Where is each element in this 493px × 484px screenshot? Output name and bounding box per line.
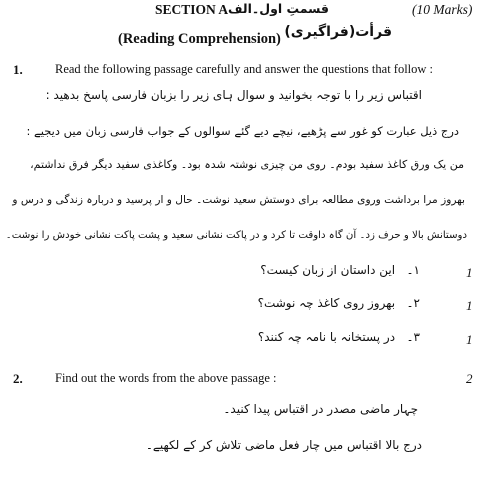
- question-1-number: 1.: [13, 62, 23, 77]
- passage-line-2: بھروز مرا برداشت وروی مطالعہ برای دوستش سعید نوشت۔ حال و ار پرسید و دربارہ زندگی و درس و: [12, 194, 465, 206]
- subquestion-3-text: در پستخانہ با نامہ چہ کنند؟: [257, 330, 396, 344]
- subquestion-1-label: ۱۔: [406, 263, 420, 277]
- section-heading: SECTION A: [155, 2, 229, 17]
- subquestion-2-label: ۲۔: [406, 296, 420, 310]
- section-heading-urdu: قسمتِ اول۔الف: [228, 1, 329, 16]
- subquestion-3-label: ۳۔: [406, 330, 420, 344]
- subquestion-3-marks: 1: [466, 332, 473, 347]
- subquestion-2-text: بھروز روی کاغذ چہ نوشت؟: [257, 296, 396, 310]
- passage-line-3: دوستانش بالا و حرف زد۔ آن گاہ داوقت تا کرد و در پاکت نشانی سعید و پشت پاکت نشانی خودش را نوشت۔: [5, 230, 467, 241]
- subquestion-1-marks: 1: [466, 265, 473, 280]
- passage-line-1: من یک ورق کاغذ سفید بودم۔ روی من چیزی نوشتہ شدہ بود۔ وکاغذی سفید دیگر فرق نداشتم،: [30, 158, 464, 171]
- subquestion-2-marks: 1: [466, 298, 473, 313]
- question-1-instruction: Read the following passage carefully and answer the questions that follow :: [55, 62, 434, 76]
- passage-instruction: درج ذیل عبارت کو غور سے پڑھیے، نیچے دیے گئے سوالوں کے جواب فارسی زبان میں دیجیے :: [26, 124, 459, 138]
- question-2-line-2: درج بالا اقتباس میں چار فعل ماضی تلاش کر کے لکھیے۔: [145, 438, 422, 452]
- subquestion-1: [250, 263, 420, 277]
- question-2-instruction: Find out the words from the above passage :: [55, 371, 277, 385]
- question-2-marks: 2: [466, 371, 473, 386]
- subtitle-english: (Reading Comprehension): [118, 31, 281, 47]
- subquestion-1-text: این داستان از زبان کیست؟: [260, 263, 396, 277]
- subquestion-2: [240, 296, 420, 310]
- section-marks: (10 Marks): [412, 2, 473, 17]
- subtitle-urdu: قرأت(فراگیری): [284, 24, 392, 40]
- question-2-line-1: چہار ماضی مصدر در اقتباس پیدا کنید۔: [223, 402, 418, 416]
- question-2-number: 2.: [13, 371, 23, 386]
- subquestion-3: [230, 330, 420, 344]
- passage-intro: اقتباس زیر را با توجہ بخوانید و سوال ہای زیر را بزبان فارسی پاسخ بدھید :: [45, 88, 422, 102]
